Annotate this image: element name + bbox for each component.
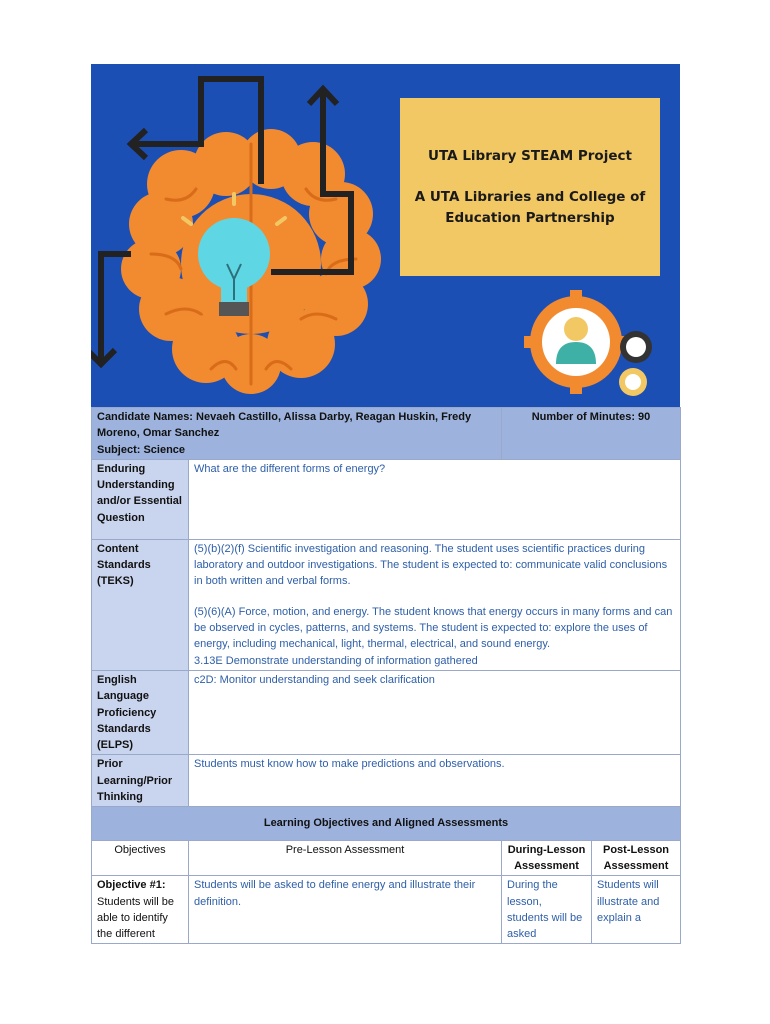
banner-title: UTA Library STEAM Project	[428, 147, 632, 164]
column-objectives: Objectives	[92, 840, 189, 876]
lesson-plan-table	[91, 407, 681, 944]
pre-lesson-text: Students will be asked to define energy and illustrate their definition.	[189, 876, 502, 944]
prior-row	[92, 755, 681, 807]
column-pre-lesson: Pre-Lesson Assessment	[189, 840, 502, 876]
objectives-column-headers	[92, 840, 681, 876]
enduring-label: Enduring Understanding and/or Essential Question	[92, 459, 189, 539]
objective-row-1	[92, 876, 681, 944]
banner	[91, 64, 680, 407]
column-post-lesson: Post-Lesson Assessment	[592, 840, 681, 876]
objectives-section-title: Learning Objectives and Aligned Assessments	[92, 807, 681, 840]
header-info-cell	[92, 408, 502, 460]
teks-cell	[189, 539, 681, 670]
prior-label: Prior Learning/Prior Thinking	[92, 755, 189, 807]
header-row	[92, 408, 681, 460]
objective-1-text: Students will be able to identify the different	[97, 895, 175, 941]
objective-1-cell	[92, 876, 189, 944]
candidate-names: Candidate Names: Nevaeh Castillo, Alissa Darby, Reagan Huskin, Fredy Moreno, Omar Sanchez	[97, 411, 472, 440]
enduring-row	[92, 459, 681, 539]
title-box	[400, 98, 660, 276]
during-lesson-text: During the lesson, students will be asked	[502, 876, 592, 944]
post-lesson-text: Students will illustrate and explain a	[592, 876, 681, 944]
banner-subtitle: A UTA Libraries and College of Education Partnership	[414, 188, 646, 226]
minutes-cell	[502, 408, 681, 460]
elps-row	[92, 670, 681, 754]
teks-row	[92, 539, 681, 670]
elps-text: c2D: Monitor understanding and seek clarification	[189, 670, 681, 754]
prior-text: Students must know how to make predictions and observations.	[189, 755, 681, 807]
subject: Subject: Science	[97, 443, 186, 456]
teks-paragraph-3: 3.13E Demonstrate understanding of information gathered	[194, 654, 478, 667]
enduring-text: What are the different forms of energy?	[189, 459, 681, 539]
gear-icon	[524, 290, 652, 396]
objective-1-label: Objective #1:	[97, 879, 166, 892]
elps-label: English Language Proficiency Standards (ELPS)	[92, 670, 189, 754]
column-during-lesson: During-Lesson Assessment	[502, 840, 592, 876]
teks-paragraph-1: (5)(b)(2)(f) Scientific investigation and reasoning. The student uses scientific practices during laboratory and outdoor investigations. The student is expected to: communicate valid conclusions in both written and verbal forms.	[194, 542, 668, 588]
teks-label: Content Standards (TEKS)	[92, 539, 189, 670]
teks-paragraph-2: (5)(6)(A) Force, motion, and energy. The student knows that energy occurs in many forms and can be observed in cycles, patterns, and systems. The student is expected to: explore the uses of energy, including mechanical, light, thermal, electrical, and sound energy.	[194, 605, 673, 651]
objectives-section-row	[92, 807, 681, 840]
number-of-minutes: Number of Minutes: 90	[531, 411, 651, 423]
